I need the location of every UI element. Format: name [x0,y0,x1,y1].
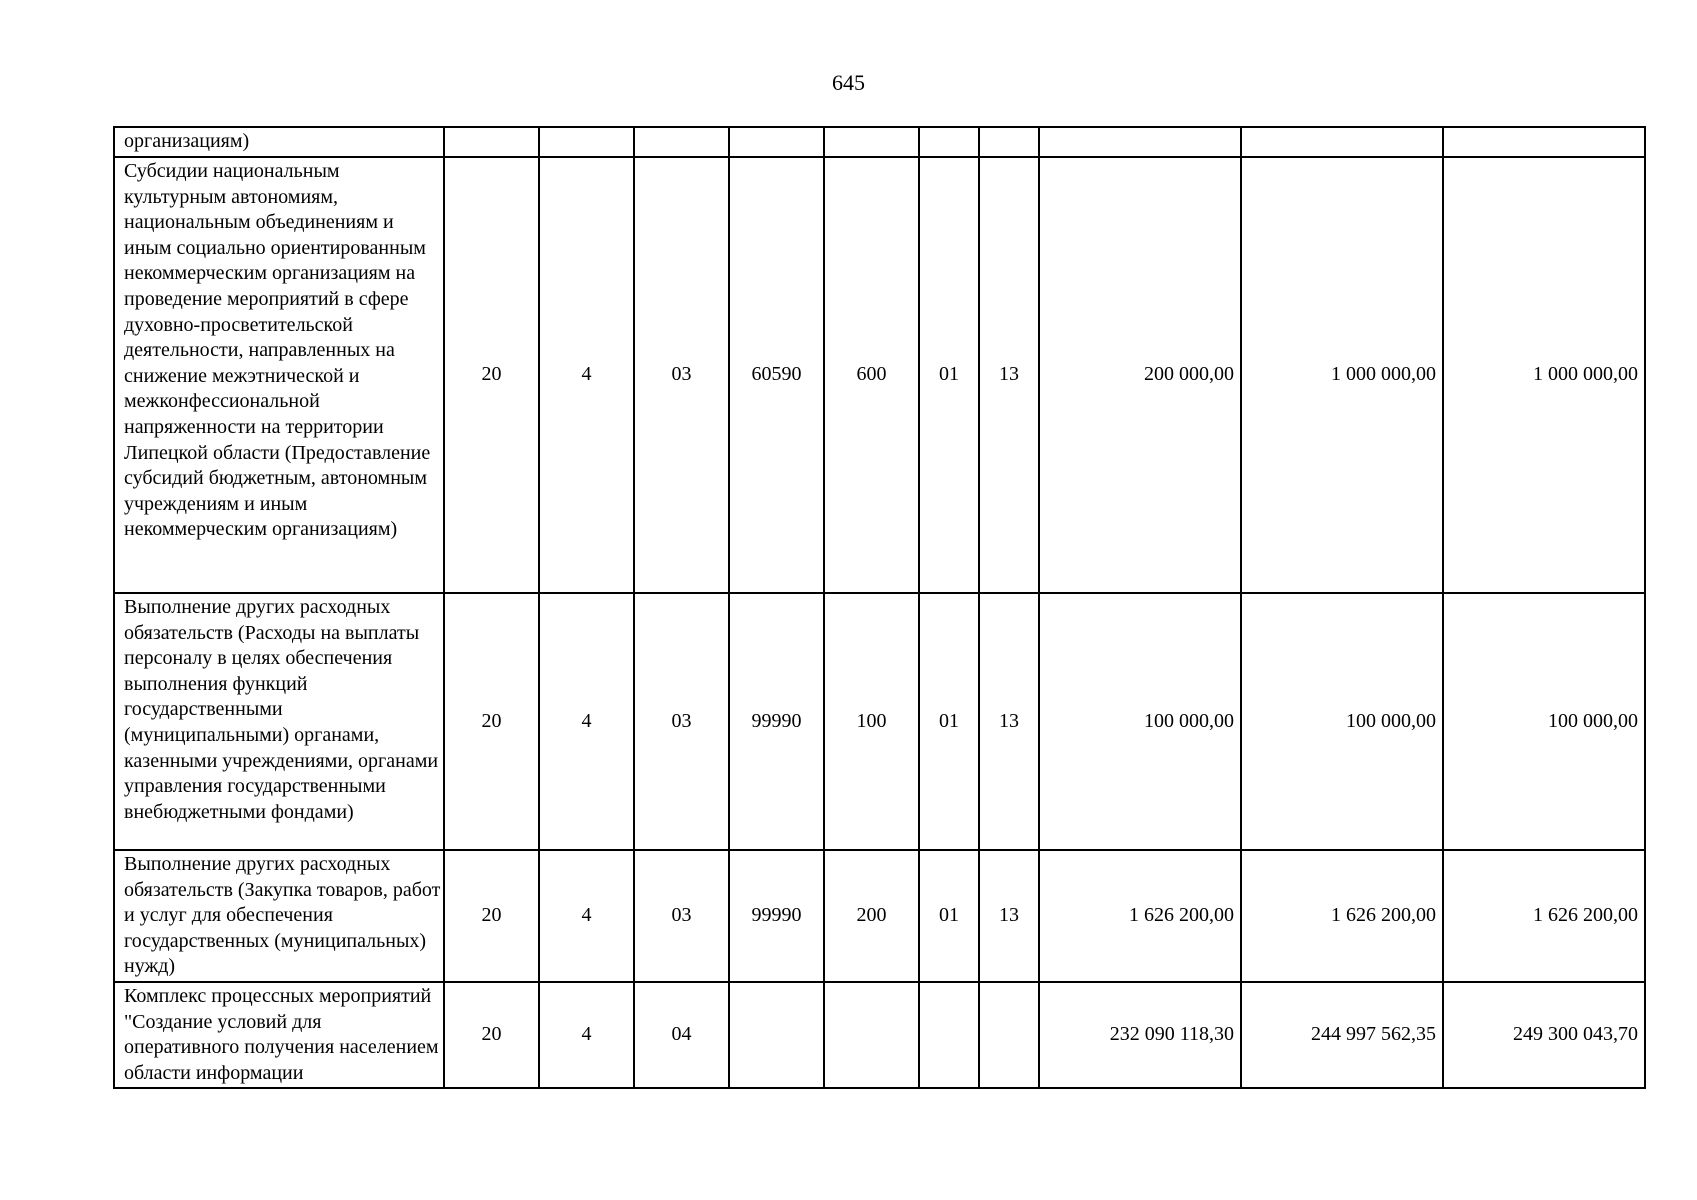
code-cell: 100 [824,593,919,850]
code-cell: 03 [634,157,729,593]
code-cell: 4 [539,850,634,982]
code-cell: 01 [919,593,979,850]
code-cell: 200 [824,850,919,982]
amount-cell: 200 000,00 [1039,157,1241,593]
table-row [114,593,1645,850]
code-cell [824,982,919,1088]
amount-cell: 249 300 043,70 [1443,982,1645,1088]
amount-cell: 232 090 118,30 [1039,982,1241,1088]
code-cell: 04 [634,982,729,1088]
row-description: Субсидии национальным культурным автономиям, национальным объединениям и иным социально ориентированным некоммерческим организациям на проведение мероприятий в сфере духовно-просветительской деятельности, направленных на снижение межэтнической и межконфессиональной напряженности на территории Липецкой области (Предоставление субсидий бюджетным, автономным учреждениям и иным некоммерческим организациям) [114,157,444,593]
code-cell: 99990 [729,593,824,850]
amount-cell [1039,127,1241,157]
code-cell: 13 [979,157,1039,593]
code-cell: 03 [634,850,729,982]
code-cell: 60590 [729,157,824,593]
table-row [114,850,1645,982]
code-cell [444,127,539,157]
budget-table [113,126,1646,1089]
amount-cell: 1 626 200,00 [1241,850,1443,982]
row-description: Комплекс процессных мероприятий "Создание условий для оперативного получения населением области информации [114,982,444,1088]
code-cell [979,127,1039,157]
code-cell [919,127,979,157]
code-cell: 4 [539,593,634,850]
code-cell: 20 [444,157,539,593]
code-cell: 13 [979,593,1039,850]
code-cell: 600 [824,157,919,593]
row-description: организациям) [114,127,444,157]
amount-cell: 1 626 200,00 [1443,850,1645,982]
code-cell [729,127,824,157]
code-cell [919,982,979,1088]
code-cell: 01 [919,157,979,593]
table-row [114,157,1645,593]
code-cell [634,127,729,157]
amount-cell: 1 626 200,00 [1039,850,1241,982]
code-cell: 01 [919,850,979,982]
code-cell [979,982,1039,1088]
amount-cell: 100 000,00 [1039,593,1241,850]
row-description: Выполнение других расходных обязательств (Расходы на выплаты персоналу в целях обеспечения выполнения функций государственными (муниципальными) органами, казенными учреждениями, органами управления государственными внебюджетными фондами) [114,593,444,850]
code-cell: 20 [444,982,539,1088]
amount-cell [1443,127,1645,157]
amount-cell [1241,127,1443,157]
amount-cell: 100 000,00 [1241,593,1443,850]
row-description: Выполнение других расходных обязательств (Закупка товаров, работ и услуг для обеспечения государственных (муниципальных) нужд) [114,850,444,982]
code-cell [824,127,919,157]
page-number: 645 [832,70,865,95]
code-cell: 4 [539,982,634,1088]
amount-cell: 244 997 562,35 [1241,982,1443,1088]
code-cell [729,982,824,1088]
code-cell: 4 [539,157,634,593]
table-row [114,127,1645,157]
amount-cell: 1 000 000,00 [1443,157,1645,593]
code-cell: 20 [444,593,539,850]
amount-cell: 1 000 000,00 [1241,157,1443,593]
amount-cell: 100 000,00 [1443,593,1645,850]
code-cell: 99990 [729,850,824,982]
code-cell [539,127,634,157]
code-cell: 13 [979,850,1039,982]
table-row [114,982,1645,1088]
code-cell: 03 [634,593,729,850]
code-cell: 20 [444,850,539,982]
